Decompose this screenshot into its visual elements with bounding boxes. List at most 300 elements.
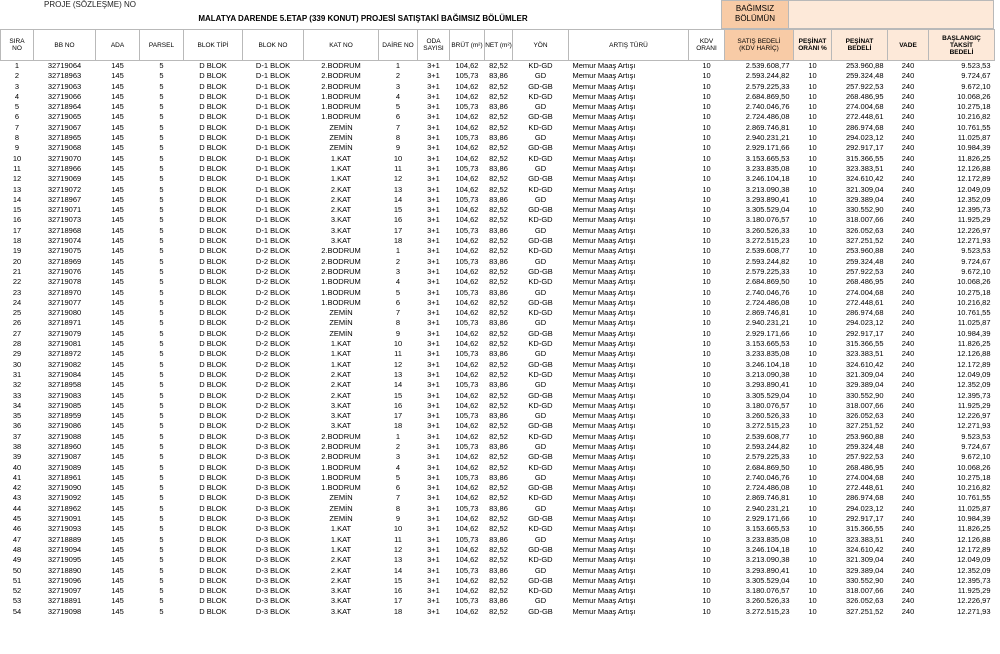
table-row [1,380,995,390]
cell-satis-bedeli: 2.684.869,50 [745,462,790,472]
cell-parsel: 5 [159,308,164,318]
cell-blok-no: D-3 BLOK [255,575,291,585]
cell-taksit: 12.049,09 [957,555,991,565]
cell-ada: 145 [111,441,124,451]
cell-daire-no: 17 [393,411,403,421]
cell-kdv-orani: 10 [702,71,711,81]
cell-yon: KD-GD [528,586,553,596]
cell-taksit: 11.025,87 [957,318,991,328]
cell-blok-tipi: D BLOK [199,215,227,225]
cell-artis-turu: Memur Maaş Artışı [572,544,636,554]
cell-bb-no: 32718963 [47,71,82,81]
cell-kdv-orani: 10 [702,452,711,462]
cell-parsel: 5 [159,534,164,544]
cell-brut: 104,62 [455,575,479,585]
cell-satis-bedeli: 3.305.529,04 [745,205,790,215]
table-row [1,246,995,256]
cell-blok-tipi: D BLOK [199,586,227,596]
cell-bb-no: 32719098 [47,606,82,616]
cell-blok-no: D-2 BLOK [255,297,291,307]
cell-blok-tipi: D BLOK [199,308,227,318]
cell-blok-tipi: D BLOK [199,153,227,163]
cell-daire-no: 6 [395,112,401,122]
cell-blok-tipi: D BLOK [199,246,227,256]
cell-pesinat-bedeli: 272.448,61 [845,297,884,307]
cell-yon: GD [534,380,547,390]
cell-pesinat-bedeli: 324.610,42 [845,359,884,369]
sheet-title: MALATYA DARENDE 5.ETAP (339 KONUT) PROJESİ SATIŞTAKİ BAĞIMSIZ BÖLÜMLER [198,14,528,23]
cell-daire-no: 14 [393,565,403,575]
cell-brut: 104,62 [455,431,479,441]
cell-oda-sayisi: 3+1 [427,452,440,462]
cell-parsel: 5 [159,472,164,482]
cell-blok-tipi: D BLOK [199,174,227,184]
cell-artis-turu: Memur Maaş Artışı [572,400,636,410]
cell-sira-no: 17 [12,225,22,235]
cell-ada: 145 [111,225,124,235]
cell-sira-no: 26 [12,318,22,328]
cell-yon: GD-GB [528,483,553,493]
cell-kdv-orani: 10 [702,205,711,215]
cell-vade: 240 [901,287,915,297]
cell-kdv-orani: 10 [702,483,711,493]
cell-pesinat-orani: 10 [808,102,817,112]
cell-kat-no: ZEMİN [329,308,353,318]
table-row [1,318,995,328]
cell-pesinat-bedeli: 253.960,88 [845,431,884,441]
cell-brut: 104,62 [455,483,479,493]
cell-parsel: 5 [159,328,164,338]
cell-blok-tipi: D BLOK [199,400,227,410]
cell-oda-sayisi: 3+1 [427,596,440,606]
cell-kat-no: 2.BODRUM [321,81,361,91]
cell-brut: 104,62 [455,555,479,565]
cell-satis-bedeli: 3.233.835,08 [745,349,790,359]
cell-net: 82,52 [489,555,508,565]
cell-oda-sayisi: 3+1 [427,194,440,204]
cell-oda-sayisi: 3+1 [427,102,440,112]
cell-net: 82,52 [489,359,508,369]
cell-yon: GD [534,441,547,451]
col-artis-turu: ARTIŞ TÜRÜ [569,30,689,61]
cell-oda-sayisi: 3+1 [427,555,440,565]
cell-brut: 105,73 [455,596,479,606]
cell-pesinat-bedeli: 257.922,53 [845,452,884,462]
cell-ada: 145 [111,431,124,441]
cell-kdv-orani: 10 [702,163,711,173]
table-row [1,586,995,596]
cell-brut: 105,73 [455,534,479,544]
cell-daire-no: 9 [395,514,401,524]
cell-bb-no: 32719069 [47,174,82,184]
cell-brut: 104,62 [455,308,479,318]
cell-net: 82,52 [489,606,508,616]
cell-taksit: 10.216,82 [957,483,991,493]
cell-taksit: 9.523,53 [961,246,991,256]
cell-bb-no: 32719065 [47,112,82,122]
cell-satis-bedeli: 2.869.746,81 [745,308,790,318]
cell-brut: 105,73 [455,472,479,482]
cell-vade: 240 [901,483,915,493]
cell-brut: 105,73 [455,163,479,173]
cell-daire-no: 4 [395,277,401,287]
cell-kdv-orani: 10 [702,339,711,349]
bagimsiz-bolum-header [721,0,789,29]
cell-brut: 105,73 [455,503,479,513]
cell-kdv-orani: 10 [702,143,711,153]
cell-ada: 145 [111,71,124,81]
cell-sira-no: 21 [12,266,22,276]
cell-brut: 104,62 [455,184,479,194]
cell-vade: 240 [901,122,915,132]
cell-ada: 145 [111,215,124,225]
cell-kat-no: 2.KAT [330,565,352,575]
cell-artis-turu: Memur Maaş Artışı [572,184,636,194]
cell-sira-no: 48 [12,544,22,554]
cell-vade: 240 [901,256,915,266]
cell-pesinat-bedeli: 259.324,48 [845,256,884,266]
cell-daire-no: 10 [393,524,403,534]
cell-blok-no: D-2 BLOK [255,318,291,328]
cell-satis-bedeli: 2.929.171,66 [745,514,790,524]
cell-parsel: 5 [159,493,164,503]
cell-parsel: 5 [159,266,164,276]
cell-oda-sayisi: 3+1 [427,308,440,318]
cell-parsel: 5 [159,339,164,349]
table-row [1,288,995,298]
cell-pesinat-bedeli: 327.251,52 [845,236,884,246]
cell-daire-no: 12 [393,359,403,369]
cell-blok-tipi: D BLOK [199,194,227,204]
cell-artis-turu: Memur Maaş Artışı [572,71,636,81]
cell-artis-turu: Memur Maaş Artışı [572,421,636,431]
col-taksit: BAŞLANGIÇ TAKSİT BEDELİ [929,30,995,61]
cell-ada: 145 [111,555,124,565]
cell-pesinat-bedeli: 268.486,95 [845,462,884,472]
cell-kat-no: 2.BODRUM [321,431,361,441]
cell-oda-sayisi: 3+1 [427,359,440,369]
cell-ada: 145 [111,349,124,359]
cell-oda-sayisi: 3+1 [427,411,440,421]
cell-blok-no: D-1 BLOK [255,61,291,70]
cell-pesinat-bedeli: 315.366,55 [845,339,884,349]
table-row [1,71,995,81]
cell-sira-no: 27 [12,328,22,338]
cell-pesinat-orani: 10 [808,524,817,534]
cell-bb-no: 32719089 [47,462,82,472]
cell-kat-no: 1.BODRUM [321,297,361,307]
cell-ada: 145 [111,586,124,596]
cell-yon: GD-GB [528,606,553,616]
cell-blok-tipi: D BLOK [199,544,227,554]
cell-artis-turu: Memur Maaş Artışı [572,462,636,472]
cell-pesinat-orani: 10 [808,493,817,503]
cell-artis-turu: Memur Maaş Artışı [572,236,636,246]
cell-taksit: 12.395,73 [957,575,991,585]
cell-net: 82,52 [489,308,508,318]
cell-artis-turu: Memur Maaş Artışı [572,339,636,349]
cell-bb-no: 32719078 [47,277,82,287]
cell-vade: 240 [901,297,915,307]
cell-parsel: 5 [159,81,164,91]
cell-ada: 145 [111,472,124,482]
cell-ada: 145 [111,390,124,400]
table-row [1,483,995,493]
cell-net: 83,86 [489,503,508,513]
cell-pesinat-orani: 10 [808,91,817,101]
cell-net: 82,52 [489,421,508,431]
cell-kdv-orani: 10 [702,112,711,122]
cell-kdv-orani: 10 [702,297,711,307]
cell-pesinat-bedeli: 286.974,68 [845,122,884,132]
cell-ada: 145 [111,421,124,431]
cell-kat-no: 1.KAT [330,534,352,544]
cell-yon: KD-GD [528,61,553,70]
cell-vade: 240 [901,205,915,215]
cell-parsel: 5 [159,174,164,184]
cell-yon: GD-GB [528,575,553,585]
cell-blok-tipi: D BLOK [199,359,227,369]
cell-yon: KD-GD [528,369,553,379]
cell-bb-no: 32718968 [47,225,82,235]
cell-net: 83,86 [489,565,508,575]
cell-bb-no: 32719092 [47,493,82,503]
cell-pesinat-orani: 10 [808,133,817,143]
col-brut: BRÜT (m²) [450,30,485,61]
cell-blok-no: D-3 BLOK [255,441,291,451]
cell-pesinat-bedeli: 268.486,95 [845,277,884,287]
cell-blok-no: D-3 BLOK [255,606,291,616]
cell-vade: 240 [901,246,915,256]
cell-daire-no: 7 [395,493,401,503]
cell-vade: 240 [901,174,915,184]
cell-bb-no: 32719064 [47,61,82,70]
cell-taksit: 11.025,87 [957,503,991,513]
cell-ada: 145 [111,236,124,246]
cell-blok-tipi: D BLOK [199,369,227,379]
cell-ada: 145 [111,122,124,132]
cell-oda-sayisi: 3+1 [427,534,440,544]
cell-sira-no: 22 [12,277,22,287]
cell-pesinat-orani: 10 [808,339,817,349]
cell-brut: 104,62 [455,421,479,431]
cell-vade: 240 [901,143,915,153]
cell-sira-no: 32 [12,380,22,390]
cell-sira-no: 20 [12,256,22,266]
cell-blok-no: D-2 BLOK [255,390,291,400]
cell-ada: 145 [111,534,124,544]
cell-satis-bedeli: 3.246.104,18 [745,174,790,184]
cell-artis-turu: Memur Maaş Artışı [572,143,636,153]
cell-net: 82,52 [489,514,508,524]
cell-kat-no: 1.BODRUM [321,277,361,287]
cell-vade: 240 [901,318,915,328]
cell-taksit: 12.049,09 [957,369,991,379]
cell-sira-no: 37 [12,431,22,441]
cell-taksit: 10.068,26 [957,91,991,101]
cell-yon: GD [534,102,547,112]
cell-ada: 145 [111,575,124,585]
cell-satis-bedeli: 2.940.231,21 [745,318,790,328]
cell-taksit: 12.172,89 [957,359,991,369]
cell-parsel: 5 [159,236,164,246]
cell-pesinat-orani: 10 [808,236,817,246]
cell-pesinat-bedeli: 286.974,68 [845,493,884,503]
cell-pesinat-orani: 10 [808,400,817,410]
cell-bb-no: 32719079 [47,328,82,338]
cell-net: 82,52 [489,369,508,379]
cell-brut: 105,73 [455,194,479,204]
cell-taksit: 10.761,55 [957,493,991,503]
cell-oda-sayisi: 3+1 [427,328,440,338]
cell-blok-no: D-3 BLOK [255,534,291,544]
cell-pesinat-orani: 10 [808,61,817,70]
cell-net: 83,86 [489,194,508,204]
cell-parsel: 5 [159,102,164,112]
cell-yon: GD [534,287,547,297]
cell-artis-turu: Memur Maaş Artışı [572,586,636,596]
cell-brut: 105,73 [455,71,479,81]
cell-yon: GD-GB [528,514,553,524]
cell-pesinat-bedeli: 274.004,68 [845,472,884,482]
cell-parsel: 5 [159,143,164,153]
cell-vade: 240 [901,91,915,101]
cell-parsel: 5 [159,441,164,451]
cell-pesinat-orani: 10 [808,246,817,256]
cell-pesinat-bedeli: 330.552,90 [845,390,884,400]
cell-daire-no: 1 [395,431,401,441]
cell-brut: 104,62 [455,215,479,225]
cell-bb-no: 32719081 [47,339,82,349]
cell-yon: KD-GD [528,462,553,472]
pesinat-header-band [789,0,994,29]
cell-oda-sayisi: 3+1 [427,174,440,184]
cell-bb-no: 32719093 [47,524,82,534]
cell-blok-tipi: D BLOK [199,503,227,513]
cell-sira-no: 28 [12,339,22,349]
cell-brut: 105,73 [455,225,479,235]
cell-kdv-orani: 10 [702,586,711,596]
cell-net: 83,86 [489,102,508,112]
cell-taksit: 9.724,67 [961,71,991,81]
cell-satis-bedeli: 2.593.244,82 [745,441,790,451]
cell-net: 83,86 [489,596,508,606]
cell-artis-turu: Memur Maaş Artışı [572,596,636,606]
cell-artis-turu: Memur Maaş Artışı [572,390,636,400]
cell-sira-no: 45 [12,514,22,524]
table-row [1,92,995,102]
cell-pesinat-bedeli: 315.366,55 [845,524,884,534]
cell-blok-no: D-2 BLOK [255,339,291,349]
cell-taksit: 9.672,10 [961,452,991,462]
cell-net: 82,52 [489,205,508,215]
cell-satis-bedeli: 3.233.835,08 [745,163,790,173]
cell-yon: GD [534,565,547,575]
cell-satis-bedeli: 3.260.526,33 [745,225,790,235]
cell-kdv-orani: 10 [702,596,711,606]
cell-net: 82,52 [489,297,508,307]
cell-artis-turu: Memur Maaş Artışı [572,163,636,173]
cell-parsel: 5 [159,215,164,225]
cell-kdv-orani: 10 [702,318,711,328]
cell-yon: KD-GD [528,308,553,318]
cell-brut: 104,62 [455,246,479,256]
cell-taksit: 11.826,25 [957,153,991,163]
cell-sira-no: 13 [12,184,22,194]
table-row [1,267,995,277]
cell-ada: 145 [111,266,124,276]
cell-parsel: 5 [159,318,164,328]
table-row [1,174,995,184]
cell-artis-turu: Memur Maaş Artışı [572,112,636,122]
cell-pesinat-bedeli: 259.324,48 [845,71,884,81]
cell-kat-no: 1.BODRUM [321,483,361,493]
cell-taksit: 9.672,10 [961,81,991,91]
table-row [1,205,995,215]
cell-sira-no: 9 [14,143,20,153]
cell-daire-no: 12 [393,544,403,554]
cell-sira-no: 38 [12,441,22,451]
cell-kat-no: ZEMİN [329,318,353,328]
cell-sira-no: 25 [12,308,22,318]
cell-artis-turu: Memur Maaş Artışı [572,359,636,369]
cell-net: 83,86 [489,411,508,421]
cell-bb-no: 32719070 [47,153,82,163]
cell-satis-bedeli: 3.180.076,57 [745,586,790,596]
table-row [1,236,995,246]
cell-sira-no: 30 [12,359,22,369]
cell-parsel: 5 [159,555,164,565]
cell-net: 83,86 [489,349,508,359]
cell-blok-tipi: D BLOK [199,524,227,534]
cell-kat-no: 2.KAT [330,184,352,194]
cell-taksit: 12.126,88 [957,163,991,173]
cell-sira-no: 44 [12,503,22,513]
cell-satis-bedeli: 2.539.608,77 [745,61,790,70]
cell-kdv-orani: 10 [702,380,711,390]
cell-taksit: 12.172,89 [957,174,991,184]
cell-vade: 240 [901,565,915,575]
cell-blok-tipi: D BLOK [199,102,227,112]
cell-pesinat-bedeli: 318.007,66 [845,586,884,596]
cell-brut: 104,62 [455,586,479,596]
cell-vade: 240 [901,225,915,235]
cell-oda-sayisi: 3+1 [427,503,440,513]
cell-pesinat-orani: 10 [808,596,817,606]
col-daire-no: DAİRE NO [379,30,418,61]
col-pesinat-orani: PEŞİNAT ORANI % [794,30,832,61]
cell-blok-no: D-1 BLOK [255,236,291,246]
cell-brut: 104,62 [455,390,479,400]
cell-taksit: 12.352,09 [957,194,991,204]
cell-pesinat-orani: 10 [808,318,817,328]
cell-kdv-orani: 10 [702,421,711,431]
cell-net: 82,52 [489,143,508,153]
cell-parsel: 5 [159,380,164,390]
cell-pesinat-orani: 10 [808,328,817,338]
cell-blok-no: D-1 BLOK [255,91,291,101]
cell-kdv-orani: 10 [702,503,711,513]
cell-kat-no: 2.KAT [330,205,352,215]
cell-blok-tipi: D BLOK [199,390,227,400]
cell-yon: GD-GB [528,297,553,307]
cell-parsel: 5 [159,122,164,132]
cell-artis-turu: Memur Maaş Artışı [572,472,636,482]
cell-kdv-orani: 10 [702,493,711,503]
cell-pesinat-orani: 10 [808,308,817,318]
cell-kdv-orani: 10 [702,328,711,338]
col-kat-no: KAT NO [304,30,379,61]
